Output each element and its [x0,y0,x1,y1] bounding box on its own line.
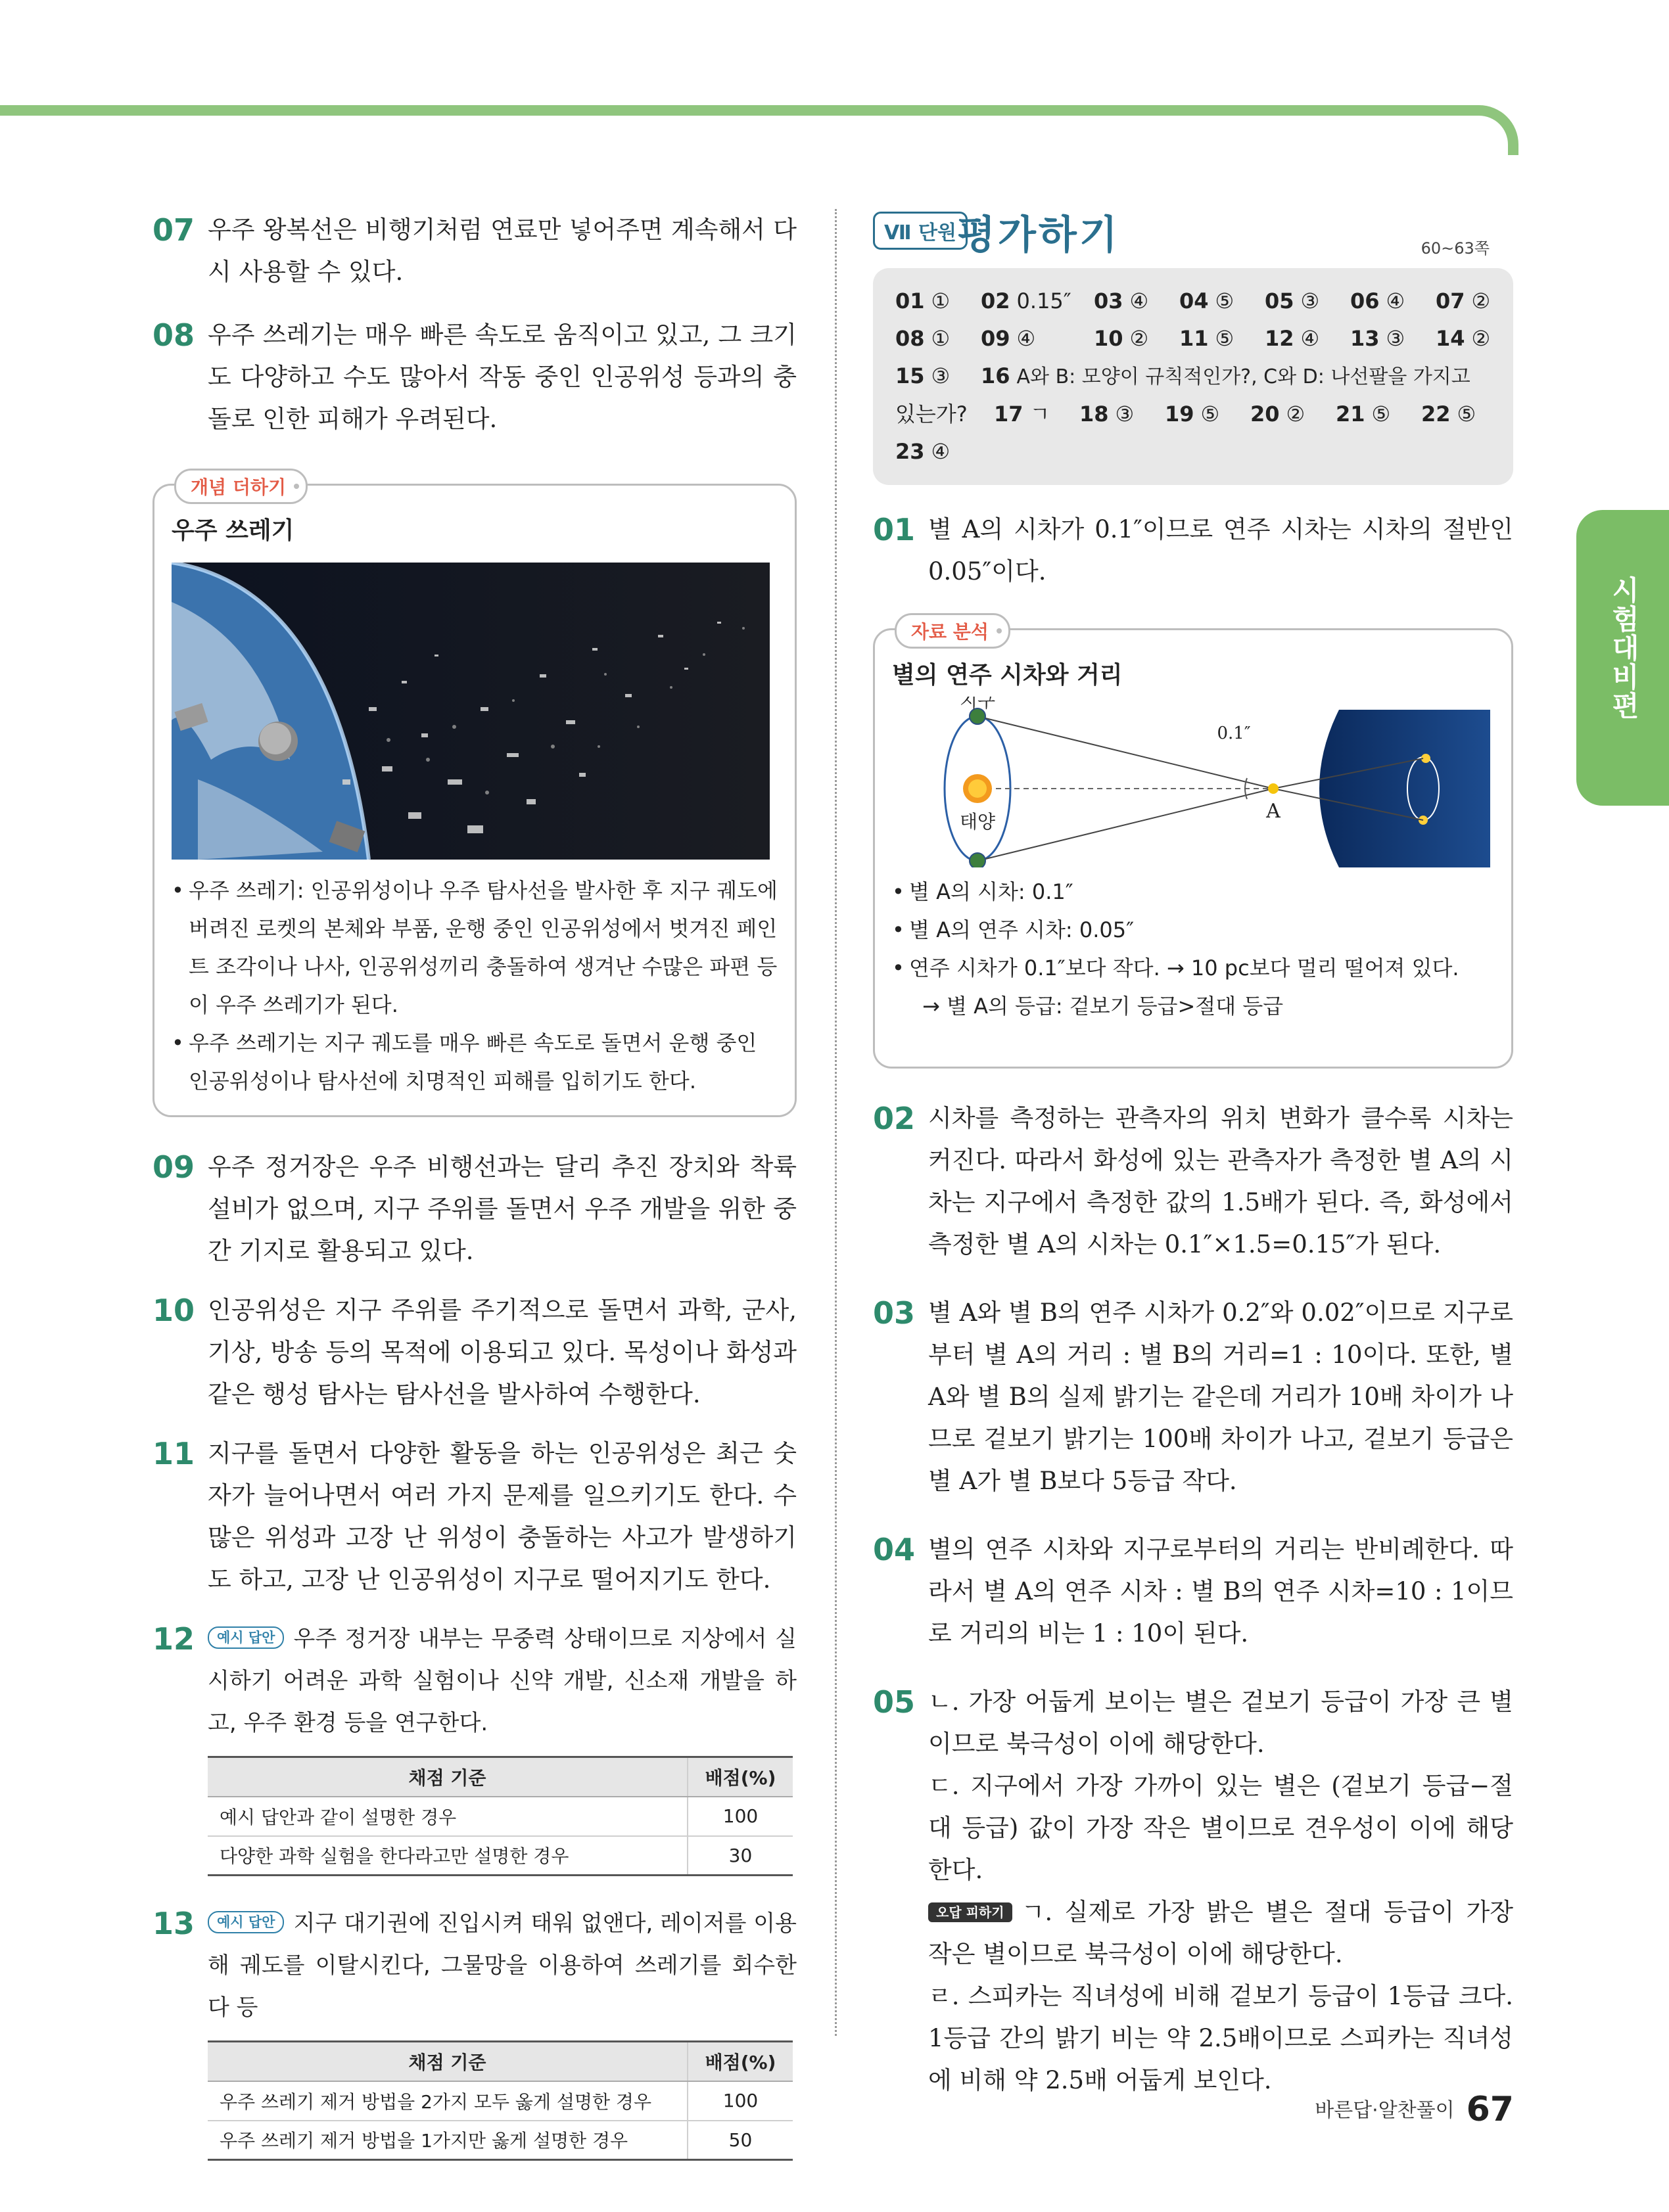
answer-row [895,320,1497,357]
question-12 [153,1618,797,1744]
table-cell: 우주 쓰레기 제거 방법을 2가지 모두 옳게 설명한 경우 [208,2081,688,2121]
answer-item: 23 ④ [895,439,951,464]
table-row [208,2081,793,2121]
explanation-text: 별 A의 시차가 0.1″이므로 연주 시차는 시차의 절반인 0.05″이다. [928,515,1513,586]
data-bullet: • 별 A의 연주 시차: 0.05″ [892,911,1494,949]
page-range: 60~63쪽 [1421,239,1490,258]
table-cell: 100 [688,2081,793,2121]
question-number: 09 [153,1149,195,1185]
question-number: 12 [153,1621,195,1657]
explanation-text: ㄱ. 실제로 가장 밝은 별은 절대 등급이 가장 작은 별이므로 북극성이 이에 해당한다. [928,1898,1513,1968]
answer-item: 19 ⑤ [1165,402,1220,426]
evaluation-title: 평가하기 [957,212,1120,258]
question-text: 지구 대기권에 진입시켜 태워 없앤다, 레이저를 이용해 궤도를 이탈시킨다, 그물망을 이용하여 쓰레기를 회수한다 등 [208,1910,797,2021]
grading-table-13 [208,2040,793,2161]
table-header: 채점 기준 [208,2042,688,2081]
question-number: 11 [153,1436,195,1471]
question-number: 07 [153,212,195,248]
question-10 [153,1289,797,1416]
answer-row [895,433,1497,471]
question-number: 01 [873,512,916,547]
answer-item: 13 ③ [1350,326,1405,351]
table-cell: 다양한 과학 실험을 한다라고만 설명한 경우 [208,1836,688,1876]
answer-row [895,283,1497,320]
answer-item: 18 ③ [1079,402,1135,426]
answer-explanation-03 [873,1292,1513,1502]
answer-item: 16 A와 B: 모양이 규칙적인가?, C와 D: 나선팔을 가지고 [981,363,1470,388]
question-number: 03 [873,1295,916,1331]
unit-badge: Ⅶ 단원 [873,212,968,250]
right-column [873,209,1513,2102]
table-cell: 예시 답안과 같이 설명한 경우 [208,1797,688,1836]
question-13 [153,1902,797,2029]
left-column [153,209,797,2161]
question-number: 05 [873,1684,916,1720]
answer-item: 17 ㄱ [994,402,1050,426]
answer-item: 20 ② [1250,402,1305,426]
table-header: 배점(%) [688,1757,793,1797]
table-cell: 우주 쓰레기 제거 방법을 1가지만 옳게 설명한 경우 [208,2121,688,2160]
concept-box-title: 우주 쓰레기 [172,517,294,544]
question-text: 우주 정거장은 우주 비행선과는 달리 추진 장치와 착륙 설비가 없으며, 지구 주위를 돌면서 우주 개발을 위한 중간 기지로 활용되고 있다. [208,1153,797,1265]
table-row [208,1797,793,1836]
evaluation-header [873,209,1513,268]
answer-item: 22 ⑤ [1421,402,1476,426]
avoid-wrong-answer-tag: 오답 피하기 [928,1902,1012,1922]
star-a-icon [1268,783,1279,794]
concept-bullet: • 우주 쓰레기는 지구 궤도를 매우 빠른 속도로 돌면서 운행 중인 인공위성이나 탐사선에 치명적인 피해를 입히기도 한다. [172,1024,778,1100]
grading-table-12 [208,1756,793,1876]
table-row [208,2121,793,2160]
question-08 [153,314,797,440]
explanation-text: ㄴ. 가장 어둡게 보이는 별은 겉보기 등급이 가장 큰 별이므로 북극성이 이에 해당한다. [928,1688,1513,1758]
answer-item: 08 ① [895,326,951,351]
answer-explanation-02 [873,1097,1513,1266]
star-label: A [1266,800,1281,823]
answer-item: 11 ⑤ [1179,326,1234,351]
answer-item: 15 ③ [895,363,951,388]
sun-label: 태양 [959,811,996,833]
data-conclusion: → 별 A의 등급: 겉보기 등급>절대 등급 [922,994,1284,1019]
space-debris-illustration [172,563,770,860]
question-text: 우주 쓰레기는 매우 빠른 속도로 움직이고 있고, 그 크기도 다양하고 수도 많아서 작동 중인 인공위성 등과의 충돌로 인한 피해가 우려된다. [208,321,797,433]
answer-key [873,268,1513,485]
question-text: 지구를 돌면서 다양한 활동을 하는 인공위성은 최근 숫자가 늘어나면서 여러 가지 문제를 일으키기도 한다. 수많은 위성과 고장 난 위성이 충돌하는 사고가 발생하기도 하고, 고장 난 인공위성이 지구로 떨어지기도 한다. [208,1439,797,1594]
answer-item: 01 ① [895,288,951,313]
table-header: 채점 기준 [208,1757,688,1797]
answer-row [895,357,1497,396]
example-answer-tag: 예시 답안 [208,1911,284,1933]
question-09 [153,1146,797,1272]
answer-item: 있는가? [895,402,968,426]
explanation-text: 시차를 측정하는 관측자의 위치 변화가 클수록 시차는 커진다. 따라서 화성에 있는 관측자가 측정한 별 A의 시차는 지구에서 측정한 값의 1.5배가 된다. 즉, 화성에서 측정한 별 A의 시차는 0.1″×1.5=0.15″가 된다. [928,1104,1513,1258]
side-tab-label: 시험대비편 [1608,576,1640,720]
question-text: 우주 왕복선은 비행기처럼 연료만 넣어주면 계속해서 다시 사용할 수 있다. [208,216,797,286]
answer-item: 21 ⑤ [1336,402,1391,426]
parallax-diagram-svg [892,697,1490,867]
explanation-text: 별의 연주 시차와 지구로부터의 거리는 반비례한다. 따라서 별 A의 연주 시차 : 별 B의 연주 시차=10 : 1이므로 거리의 비는 1 : 10이 된다. [928,1535,1513,1647]
question-number: 10 [153,1293,195,1328]
answer-row [895,396,1497,433]
explanation-text: ㄷ. 지구에서 가장 가까이 있는 별은 (겉보기 등급−절대 등급) 값이 가장 작은 별이므로 견우성이 이에 해당한다. [928,1772,1513,1884]
concept-box-label: 개념 더하기 [174,469,308,504]
data-analysis-box [873,621,1513,1069]
concept-bullets [172,871,778,1100]
answer-explanation-04 [873,1529,1513,1655]
data-bullet: • 연주 시차가 0.1″보다 작다. → 10 pc보다 멀리 떨어져 있다. [892,949,1494,987]
answer-item: 06 ④ [1350,288,1405,313]
footer-label: 바른답·알찬풀이 [1315,2099,1455,2122]
angle-label: 0.1″ [1217,724,1251,743]
answer-item: 07 ② [1436,288,1491,313]
earth-bottom [970,853,985,867]
data-bullet: • 별 A의 시차: 0.1″ [892,873,1494,911]
table-cell: 50 [688,2121,793,2160]
question-number: 02 [873,1101,916,1136]
answer-item: 14 ② [1436,326,1491,351]
data-box-label: 자료 분석 [895,613,1010,649]
earth-label: 지구 [959,697,996,712]
space-debris-image [172,563,770,860]
concept-box [153,476,797,1117]
data-bullets [892,873,1494,987]
question-11 [153,1433,797,1601]
table-header: 배점(%) [688,2042,793,2081]
concept-bullet: • 우주 쓰레기: 인공위성이나 우주 탐사선을 발사한 후 지구 궤도에 버려진 로켓의 본체와 부품, 운행 중인 인공위성에서 벗겨진 페인트 조각이나 나사, 인공위성끼리 충돌하여 생겨난 수많은 파편 등이 우주 쓰레기가 된다. [172,871,778,1024]
question-number: 08 [153,317,195,353]
answer-item: 03 ④ [1094,288,1149,313]
answer-item: 02 0.15″ [981,288,1071,313]
parallax-diagram [892,697,1490,867]
page-number: 67 [1466,2090,1514,2129]
question-text: 인공위성은 지구 주위를 주기적으로 돌면서 과학, 군사, 기상, 방송 등의 목적에 이용되고 있다. 목성이나 화성과 같은 행성 탐사는 탐사선을 발사하여 수행한다. [208,1296,797,1408]
answer-explanation-01 [873,509,1513,593]
page-footer [1315,2090,1514,2129]
answer-item: 09 ④ [981,326,1036,351]
question-text: 우주 정거장 내부는 무중력 상태이므로 지상에서 실시하기 어려운 과학 실험이나 신약 개발, 신소재 개발을 하고, 우주 환경 등을 연구한다. [208,1626,797,1736]
column-divider [835,209,837,2036]
answer-item: 04 ⑤ [1179,288,1234,313]
answer-explanation-05 [873,1681,1513,2102]
explanation-text: ㄹ. 스피카는 직녀성에 비해 겉보기 등급이 1등급 크다. 1등급 간의 밝기 비는 약 2.5배이므로 스피카는 직녀성에 비해 약 2.5배 어둡게 보인다. [928,1982,1513,2094]
table-row [208,1836,793,1876]
top-border-bar [0,105,1518,155]
answer-item: 05 ③ [1265,288,1320,313]
section-side-tab [1576,510,1669,806]
example-answer-tag: 예시 답안 [208,1626,284,1649]
table-cell: 30 [688,1836,793,1876]
data-box-title: 별의 연주 시차와 거리 [892,662,1123,689]
explanation-text: 별 A와 별 B의 연주 시차가 0.2″와 0.02″이므로 지구로부터 별 A의 거리 : 별 B의 거리=1 : 10이다. 또한, 별 A와 별 B의 실제 밝기는 같은데 거리가 10배 차이가 나므로 겉보기 밝기는 100배 차이가 나고, 겉보기 등급은 별 A가 별 B보다 5등급 작다. [928,1299,1513,1495]
question-07 [153,209,797,293]
question-number: 04 [873,1532,916,1567]
answer-item: 12 ④ [1265,326,1320,351]
answer-item: 10 ② [1094,326,1149,351]
question-number: 13 [153,1906,195,1941]
table-cell: 100 [688,1797,793,1836]
